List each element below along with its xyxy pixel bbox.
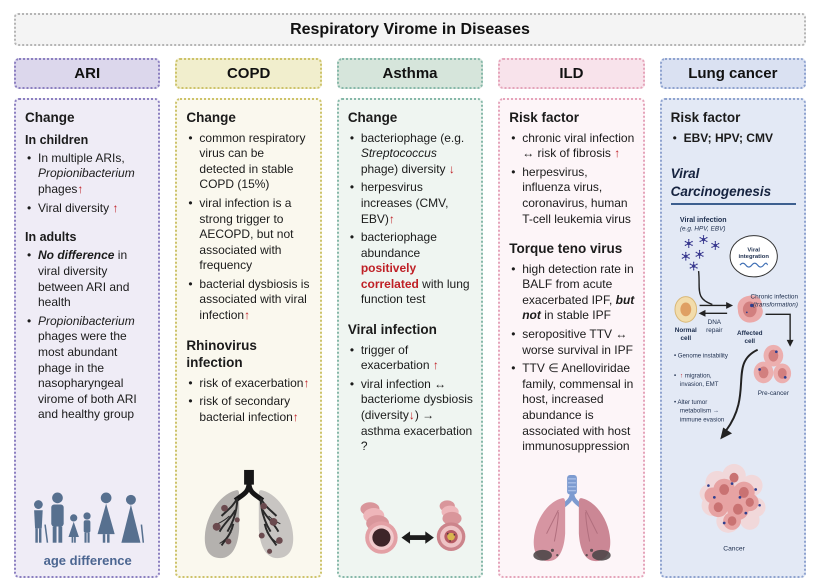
bullet-invasion-emt: invasion, EMT bbox=[679, 381, 719, 389]
fibrosis-patches-icon bbox=[533, 549, 610, 561]
column-lung-cancer bbox=[660, 58, 806, 578]
column-body-ari bbox=[14, 98, 160, 578]
affected-cell-label-1: Affected bbox=[736, 330, 763, 338]
figure-title-text: Respiratory Virome in Diseases bbox=[290, 20, 530, 38]
trend-arrow: ↑ bbox=[388, 211, 395, 226]
bullet-item bbox=[186, 394, 311, 425]
woman-icon bbox=[97, 492, 114, 542]
bullet-migration: migration, bbox=[684, 372, 712, 380]
text-run: high detection rate in BALF from acute exacerbated IPF, bbox=[522, 261, 634, 307]
man-icon bbox=[51, 492, 63, 542]
up-arrow-icon: ↑ bbox=[679, 372, 683, 380]
section-heading: Change bbox=[186, 110, 236, 125]
bullet-genome-instability: • Genome instability bbox=[673, 352, 728, 360]
section-heading: Viral infection bbox=[347, 322, 437, 338]
text-run: trigger of exacerbation bbox=[360, 342, 433, 373]
normal-airway-icon bbox=[360, 503, 397, 555]
bullet-alter-tumor: • Alter tumor bbox=[673, 399, 707, 407]
bullet-item bbox=[671, 131, 796, 147]
trend-arrow: ↑ bbox=[303, 375, 310, 390]
text-run: TTV ∈ Anelloviridae family, commensal in host, increased abundance is associated with host immunosuppression bbox=[522, 361, 634, 454]
bullet-list bbox=[186, 131, 311, 327]
section-heading: Change bbox=[347, 110, 398, 125]
bullet-item bbox=[509, 165, 634, 227]
pre-cancer-label: Pre-cancer bbox=[757, 390, 789, 398]
bullet-item bbox=[509, 327, 634, 358]
text-run: Viral diversity bbox=[38, 200, 113, 215]
bullet-item bbox=[348, 230, 473, 308]
text-run: No difference bbox=[38, 248, 115, 263]
column-body-copd bbox=[175, 98, 321, 578]
girl-icon bbox=[68, 514, 78, 542]
transformation-arrow-icon bbox=[765, 315, 790, 342]
column-copd bbox=[175, 58, 321, 578]
boy-icon bbox=[83, 512, 90, 542]
text-run: phages were the most abundant phage in the nasopharyngeal virome of both ARI and healthy group bbox=[38, 329, 137, 422]
column-header-copd: COPD bbox=[175, 58, 321, 89]
viral-integration-label-2: integration bbox=[738, 254, 769, 261]
copd-lungs-icon bbox=[190, 467, 308, 565]
trend-arrow: ↓ bbox=[448, 161, 455, 176]
figure-ild-lungs bbox=[509, 469, 634, 570]
bullet-item bbox=[348, 180, 473, 227]
normal-cell-label-1: Normal bbox=[674, 327, 697, 335]
section-heading: In children bbox=[25, 132, 89, 147]
bullet-item bbox=[348, 131, 473, 178]
text-run: chronic viral infection ↔ risk of fibrosis bbox=[522, 130, 635, 161]
trend-arrow: positively correlated bbox=[360, 261, 419, 291]
bullet-item bbox=[509, 361, 634, 455]
bullet-list bbox=[509, 262, 634, 458]
normal-cell-icon bbox=[675, 297, 697, 323]
column-header-asthma: Asthma bbox=[337, 58, 483, 89]
text-run: common respiratory virus can be detected in stable COPD (15%) bbox=[199, 130, 306, 192]
text-run: bacterial dysbiosis is associated with viral infection bbox=[199, 276, 310, 323]
text-run: Propionibacterium bbox=[38, 166, 135, 181]
progression-arrow-icon bbox=[726, 350, 757, 431]
trend-arrow: ↑ bbox=[614, 146, 621, 161]
text-run: bacteriophage (e.g. bbox=[360, 130, 465, 145]
bullet-item bbox=[509, 131, 634, 162]
column-ild bbox=[498, 58, 644, 578]
text-run: viral infection is a strong trigger to AECOPD, but not associated with frequency bbox=[199, 195, 294, 273]
section-heading: Change bbox=[25, 110, 75, 125]
normal-cell-label-2: cell bbox=[680, 335, 691, 343]
viral-integration-icon bbox=[730, 236, 777, 277]
dna-repair-label-1: DNA bbox=[707, 319, 721, 327]
bullet-item bbox=[509, 262, 634, 324]
bullet-migration-dot: • bbox=[673, 372, 676, 380]
chronic-infection-sublabel: (transformation) bbox=[752, 301, 798, 309]
viral-infection-label: Viral infection bbox=[679, 216, 727, 225]
bullet-item bbox=[25, 151, 150, 198]
text-run: risk of secondary bacterial infection bbox=[199, 394, 293, 424]
bullet-item bbox=[25, 201, 150, 217]
elderly-woman-icon bbox=[121, 494, 143, 542]
column-body-lung-cancer bbox=[660, 98, 806, 578]
bullet-item bbox=[25, 248, 150, 310]
elderly-man-icon bbox=[34, 500, 47, 543]
column-asthma bbox=[337, 58, 483, 578]
bullet-item bbox=[348, 343, 473, 374]
airway-comparison-icon bbox=[349, 493, 473, 565]
bullet-list bbox=[671, 131, 796, 150]
text-run: phages bbox=[38, 181, 78, 196]
section-heading: Viral Carcinogenesis bbox=[671, 165, 796, 205]
family-age-groups-icon bbox=[26, 484, 150, 548]
text-run: seropositive TTV ↔ worse survival in IPF bbox=[522, 327, 633, 357]
column-header-lung-cancer: Lung cancer bbox=[660, 58, 806, 89]
viral-integration-label-1: Viral bbox=[746, 247, 760, 254]
cancer-mass-icon bbox=[699, 464, 765, 533]
pre-cancer-cells-icon bbox=[753, 345, 790, 383]
column-body-ild bbox=[498, 98, 644, 578]
bullet-list bbox=[25, 248, 150, 426]
bullet-list bbox=[348, 131, 473, 312]
figure-asthma-airways bbox=[348, 489, 473, 570]
section-heading: In adults bbox=[25, 230, 77, 245]
trend-arrow: ↑ bbox=[432, 358, 439, 373]
section-heading: Torque teno virus bbox=[509, 241, 623, 257]
bullet-item bbox=[348, 377, 473, 455]
figure-family bbox=[25, 480, 150, 570]
bullet-metabolism: metabolism → bbox=[679, 407, 719, 415]
text-run: herpesvirus, influenza virus, coronavirus, human T-cell leukemia virus bbox=[522, 164, 631, 226]
bullet-item bbox=[25, 314, 150, 423]
text-run: Streptococcus bbox=[360, 146, 437, 161]
bullet-list bbox=[25, 151, 150, 219]
disease-columns bbox=[14, 58, 806, 578]
column-ari bbox=[14, 58, 160, 578]
section-heading: Rhinovirus infection bbox=[186, 337, 257, 371]
cancer-effects-bullets bbox=[674, 353, 729, 424]
text-run: herpesvirus increases (CMV, EBV) bbox=[360, 180, 449, 226]
bullet-list bbox=[348, 343, 473, 458]
bullet-item bbox=[186, 376, 311, 392]
cancer-label: Cancer bbox=[722, 545, 745, 553]
figure-carcinogenesis bbox=[671, 210, 796, 578]
text-run: bacteriophage abundance bbox=[360, 230, 437, 260]
text-run: but not bbox=[522, 292, 635, 323]
viral-infection-sublabel: (e.g. HPV, EBV) bbox=[679, 225, 726, 233]
bullet-list bbox=[509, 131, 634, 231]
text-run: risk of exacerbation bbox=[199, 375, 304, 390]
text-run: EBV; HPV; CMV bbox=[683, 130, 773, 145]
section-heading: Risk factor bbox=[670, 110, 741, 125]
bullet-immune-evasion: immune evasion bbox=[679, 416, 724, 424]
text-run: Propionibacterium bbox=[38, 313, 135, 328]
double-arrow-icon bbox=[401, 532, 433, 544]
trend-arrow: ↑ bbox=[112, 200, 119, 215]
column-header-ari: ARI bbox=[14, 58, 160, 89]
trend-arrow: ↑ bbox=[77, 181, 84, 196]
bullet-item bbox=[186, 196, 311, 274]
text-run: in viral diversity between ARI and health bbox=[38, 248, 130, 310]
text-run: phage) diversity bbox=[360, 161, 449, 176]
text-run: with lung function test bbox=[360, 276, 470, 307]
column-header-ild: ILD bbox=[498, 58, 644, 89]
text-run: in stable IPF bbox=[540, 308, 611, 323]
trend-arrow: ↑ bbox=[292, 409, 299, 424]
inflamed-airway-icon bbox=[436, 501, 465, 552]
figure-caption: age difference bbox=[43, 553, 132, 569]
figure-copd-lungs bbox=[186, 463, 311, 570]
affected-cell-label-2: cell bbox=[744, 338, 755, 346]
bullet-list bbox=[186, 376, 311, 429]
virus-particles-icon bbox=[681, 235, 719, 270]
text-run: ) → asthma exacerbation ? bbox=[360, 408, 473, 454]
trend-arrow: ↑ bbox=[244, 308, 251, 323]
text-run: viral infection ↔ bacteriome dysbiosis (diversity bbox=[360, 376, 473, 422]
bullet-item bbox=[186, 131, 311, 193]
figure-title bbox=[14, 13, 806, 46]
text-run: In multiple ARIs, bbox=[38, 150, 125, 165]
trend-arrow: ↓ bbox=[408, 408, 415, 422]
dna-repair-label-2: repair bbox=[705, 327, 723, 335]
ild-lungs-icon bbox=[524, 473, 620, 565]
viral-carcinogenesis-diagram bbox=[671, 210, 800, 578]
section-heading: Risk factor bbox=[509, 110, 579, 125]
bullet-item bbox=[186, 277, 311, 324]
chronic-infection-label: Chronic infection bbox=[750, 293, 798, 301]
column-body-asthma bbox=[337, 98, 483, 578]
infection-arrow-icon bbox=[698, 271, 712, 304]
